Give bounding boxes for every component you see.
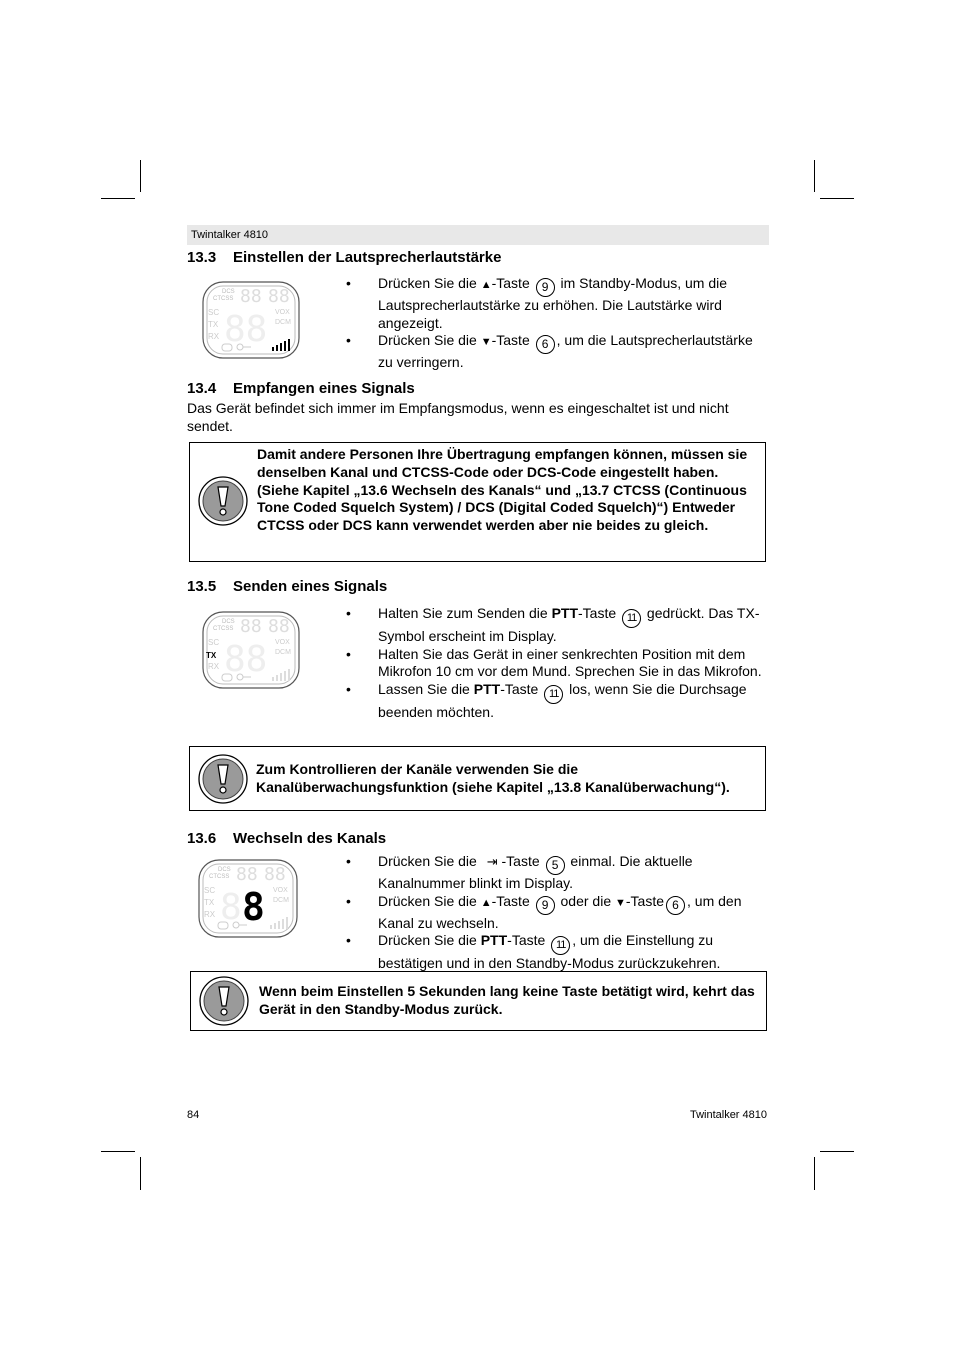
list-item: • Drücken Sie die ▲-Taste 9 im Standby-Modus, um die Lautsprecherlautstärke zu erhöhen. Die Lautstärke wird angezeigt.	[346, 275, 766, 332]
list-item: • Halten Sie zum Senden die PTT-Taste 11 gedrückt. Das TX-Symbol erscheint im Display.	[346, 605, 766, 646]
lcd-ctcss-label: CTCSS	[213, 296, 234, 302]
note-box	[189, 746, 766, 811]
lcd-vox-label: VOX	[275, 309, 290, 316]
crop-mark	[101, 198, 135, 199]
exclamation-warning-icon	[198, 476, 248, 526]
lcd-ctcss-label: CTCSS	[209, 874, 230, 880]
up-arrow-icon: ▲	[480, 896, 492, 909]
key-number-icon: 9	[536, 278, 555, 297]
up-arrow-icon: ▲	[480, 279, 492, 291]
key-number-icon: 11	[544, 685, 563, 704]
exclamation-warning-icon	[198, 754, 248, 804]
lcd-display-volume	[202, 281, 300, 359]
lcd-small-digits: 88	[268, 286, 290, 307]
lcd-small-digits: 88	[240, 286, 262, 307]
lcd-channel-digit: 8	[242, 885, 265, 929]
note-text: Damit andere Personen Ihre Übertragung empfangen können, müssen sie denselben Kanal und CTCSS-Code oder DCS-Code eingestellt haben. (Siehe Kapitel „13.6 Wechseln des Kanals“ und „13.7 CTCSS (Continuous Tone Coded Squelch System) / DCS (Digital Coded Squelch)“) Entweder CTCSS oder DCS kann verwendet werden aber nie beides zu gleich.	[257, 446, 748, 534]
lcd-dcm-label: DCM	[273, 897, 289, 904]
crop-mark	[814, 1157, 815, 1190]
key-number-icon: 11	[551, 936, 570, 955]
header-product: Twintalker 4810	[191, 229, 269, 241]
list-item: • Lassen Sie die PTT-Taste 11 los, wenn Sie die Durchsage beenden möchten.	[346, 681, 766, 722]
lcd-sc-label: SC	[204, 886, 216, 895]
lcd-dcs-label: DCS	[222, 619, 235, 625]
note-box	[190, 971, 767, 1031]
volume-bars-icon	[272, 339, 290, 351]
lcd-dcm-label: DCM	[275, 319, 291, 326]
lcd-tx-label-active: TX	[206, 651, 217, 660]
lcd-small-digits: 88	[264, 864, 286, 885]
lcd-first-digit: 8	[220, 887, 242, 928]
section-13-6-title: 13.6 Wechseln des Kanals	[187, 830, 387, 847]
down-arrow-icon: ▼	[480, 336, 492, 349]
list-item: • Halten Sie das Gerät in einer senkrechten Position mit dem Mikrofon 10 cm vor dem Mund. Sprechen Sie in das Mikrofon.	[346, 646, 766, 681]
lcd-big-digits: 88	[224, 309, 268, 350]
running-header	[187, 225, 769, 245]
section-13-5-list	[346, 605, 766, 721]
note-text: Zum Kontrollieren der Kanäle verwenden Sie die Kanalüberwachungsfunktion (siehe Kapitel „13.8 Kanalüberwachung“).	[256, 761, 730, 795]
list-item: • Drücken Sie die PTT-Taste 11 , um die Einstellung zu bestätigen und in den Standby-Modus zurückzukehren.	[346, 932, 766, 973]
lcd-dcm-label: DCM	[275, 649, 291, 656]
down-arrow-icon: ▼	[615, 896, 626, 909]
lcd-tx-label: TX	[208, 320, 219, 329]
section-13-5-title: 13.5 Senden eines Signals	[187, 578, 388, 595]
crop-mark	[820, 198, 854, 199]
list-item: • Drücken Sie die ⇥ -Taste 5 einmal. Die aktuelle Kanalnummer blinkt im Display.	[346, 853, 766, 893]
lcd-small-digits: 88	[240, 616, 262, 637]
lcd-sc-label: SC	[208, 308, 220, 317]
section-13-3-list	[346, 275, 766, 372]
volume-bars-icon	[270, 917, 288, 929]
key-number-icon: 6	[666, 896, 685, 915]
lcd-vox-label: VOX	[275, 639, 290, 646]
key-number-icon: 6	[536, 335, 555, 354]
key-number-icon: 9	[536, 896, 555, 915]
section-13-4-title: 13.4 Empfangen eines Signals	[187, 380, 415, 397]
volume-bars-icon	[272, 669, 290, 681]
footer-product: Twintalker 4810	[689, 1109, 767, 1121]
lcd-display-channel	[198, 859, 298, 938]
note-text: Wenn beim Einstellen 5 Sekunden lang keine Taste betätigt wird, kehrt das Gerät in den Standby-Modus zurück.	[259, 983, 755, 1017]
key-number-icon: 5	[546, 856, 565, 875]
crop-mark	[140, 160, 141, 192]
section-13-4-text: Das Gerät befindet sich immer im Empfangsmodus, wenn es eingeschaltet ist und nicht sendet.	[187, 400, 729, 434]
crop-mark	[814, 160, 815, 192]
lcd-big-digits: 88	[224, 639, 268, 680]
lcd-small-digits: 88	[268, 616, 290, 637]
lcd-vox-label: VOX	[273, 887, 288, 894]
crop-mark	[820, 1151, 854, 1152]
menu-enter-icon: ⇥	[486, 854, 498, 869]
lcd-display-tx	[202, 611, 300, 689]
crop-mark	[140, 1157, 141, 1190]
lcd-dcs-label: DCS	[218, 867, 231, 873]
lcd-rx-label: RX	[204, 910, 216, 919]
lcd-sc-label: SC	[208, 638, 220, 647]
lcd-ctcss-label: CTCSS	[213, 626, 234, 632]
exclamation-warning-icon	[199, 976, 249, 1026]
note-box	[189, 442, 766, 562]
lcd-rx-label: RX	[208, 662, 220, 671]
lcd-small-digits: 88	[236, 864, 258, 885]
list-item: • Drücken Sie die ▲-Taste 9 oder die ▼-Taste 6 , um den Kanal zu wechseln.	[346, 893, 766, 933]
section-13-3-title: 13.3 Einstellen der Lautsprecherlautstärke	[187, 249, 502, 266]
lcd-tx-label: TX	[204, 898, 215, 907]
lcd-rx-label: RX	[208, 332, 220, 341]
key-number-icon: 11	[622, 609, 641, 628]
page-number: 84	[187, 1109, 200, 1121]
list-item: • Drücken Sie die ▼-Taste 6 , um die Lautsprecherlautstärke zu verringern.	[346, 332, 766, 372]
section-13-6-list	[346, 853, 766, 973]
crop-mark	[101, 1151, 135, 1152]
lcd-dcs-label: DCS	[222, 289, 235, 295]
